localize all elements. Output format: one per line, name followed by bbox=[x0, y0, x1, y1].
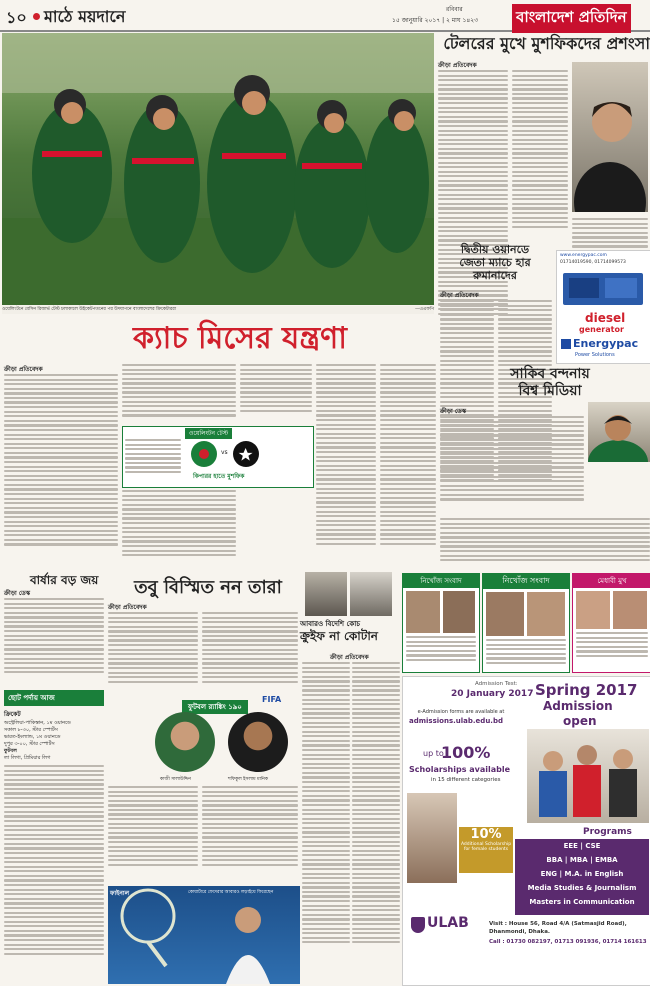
energypac-ad bbox=[556, 250, 650, 364]
surprise-byline: ক্রীড়া প্রতিবেদক bbox=[108, 604, 147, 611]
surprise-headline: তবু বিস্মিত নন তারা bbox=[134, 577, 282, 598]
test-box bbox=[122, 426, 314, 488]
salauddin-photo bbox=[155, 712, 215, 772]
ulab-name: ULAB bbox=[427, 915, 469, 931]
paper-name: বাংলাদেশ প্রতিদিন bbox=[512, 4, 631, 33]
tv-item: লা লিগা, প্রিমিয়ার লিগ bbox=[4, 755, 51, 761]
missing-ad-2 bbox=[482, 573, 570, 673]
ulab-season: Spring 2017 bbox=[535, 681, 638, 699]
shakib-column-2 bbox=[440, 518, 650, 570]
ulab-ad bbox=[402, 676, 650, 986]
surprise-column-3 bbox=[108, 786, 198, 882]
ulab-program-item: Media Studies & Journalism bbox=[527, 884, 637, 892]
page-number: ১০ bbox=[6, 8, 27, 27]
ulab-address-2: Dhanmondi, Dhaka. bbox=[489, 929, 551, 935]
shakib-byline: ক্রীড়া ডেস্ক bbox=[440, 408, 467, 415]
ulab-female-percent: 10% bbox=[470, 827, 502, 842]
feature-column-2 bbox=[122, 364, 236, 424]
lead-photo bbox=[2, 33, 434, 305]
ad-website: www.energypac.com bbox=[560, 253, 607, 258]
ad-phone: 01714019590, 01714099573 bbox=[560, 260, 626, 265]
ulab-program-item: EEE | CSE bbox=[563, 842, 601, 850]
taylor-photo bbox=[572, 62, 648, 212]
feature-column-5 bbox=[316, 364, 376, 569]
tennis-label: ফাইনাল bbox=[110, 890, 130, 897]
rumana-byline: ক্রীড়া প্রতিবেদক bbox=[440, 292, 479, 299]
tv-item: সকাল ৮-৩০, স্টার স্পোর্টস bbox=[4, 727, 58, 733]
generator-illustration bbox=[561, 269, 647, 309]
tv-box-title: ছোট পর্দায় আজ bbox=[4, 690, 104, 706]
tv-item: ভারত-ইংল্যান্ড, ১ম ওয়ানডে bbox=[4, 734, 61, 740]
feature-byline: ক্রীড়া প্রতিবেদক bbox=[4, 366, 43, 373]
coach-headline: ক্রুইফ না কোটান bbox=[300, 629, 378, 643]
ulab-admission-2: open bbox=[563, 714, 597, 728]
test-box-text bbox=[125, 439, 181, 485]
surprise-column-2 bbox=[202, 612, 298, 697]
tv-box bbox=[4, 690, 104, 984]
tv-item: অস্ট্রেলিয়া-পাকিস্তান, ১ম ওয়ানডে bbox=[4, 720, 71, 726]
missing-person-photo bbox=[406, 591, 440, 633]
section-title: মাঠে ময়দানে bbox=[44, 7, 126, 26]
day: রবিবার bbox=[446, 6, 463, 13]
feature-column-6 bbox=[380, 364, 436, 569]
feature-column-3 bbox=[122, 490, 236, 568]
surprise-column-4 bbox=[202, 786, 298, 882]
fifa-logo-icon: FIFA bbox=[262, 695, 282, 704]
ulab-program-item: ENG | M.A. in English bbox=[540, 870, 624, 878]
coach-column-2 bbox=[352, 662, 400, 982]
missing-person-photo bbox=[527, 592, 565, 636]
lead-headline: টেলরের মুখে মুশফিকদের প্রশংসা bbox=[443, 34, 650, 53]
ulab-female-line2: for female students bbox=[463, 847, 509, 852]
ulab-program-item: Masters in Communication bbox=[529, 898, 635, 906]
tv-item: ফুটবল bbox=[4, 748, 17, 754]
caption-text: ওয়েলিংটনে বেসিন রিজার্ভ টেস্ট চলাকালে উইকেটপতনের পর উদযাপনে বাংলাদেশের ক্রিকেটাররা bbox=[2, 307, 176, 312]
coach-photo-2 bbox=[350, 572, 392, 616]
ulab-call: Call : 01730 082197, 01713 091936, 01714 161613 bbox=[489, 939, 647, 945]
ulab-scholar-line: Scholarships available bbox=[409, 765, 511, 774]
ulab-logo-icon bbox=[411, 917, 425, 933]
ad-company: Energypac bbox=[573, 337, 639, 350]
manik-photo bbox=[228, 712, 288, 772]
ulab-admission-1: Admission bbox=[543, 699, 613, 713]
caption-salauddin: কাজী সালাউদ্দিন bbox=[160, 777, 191, 782]
barsa-column bbox=[4, 598, 104, 688]
tv-list-lines bbox=[4, 765, 104, 975]
coach-byline: ক্রীড়া প্রতিবেদক bbox=[330, 654, 369, 661]
surprise-column-1 bbox=[108, 612, 198, 697]
masthead bbox=[0, 0, 650, 32]
lead-byline: ক্রীড়া প্রতিবেদক bbox=[438, 62, 477, 69]
missing-ad-1 bbox=[402, 573, 480, 673]
ranking-label: ফুটবল র‍্যাঙ্কিং ১৯০ bbox=[182, 700, 248, 714]
test-box-label: ওয়েলিংটন টেস্ট bbox=[185, 428, 232, 439]
feature-headline: ক্যাচ মিসের যন্ত্রণা bbox=[132, 321, 348, 356]
lead-column-2 bbox=[512, 70, 568, 250]
shakib-photo bbox=[588, 402, 650, 462]
ulab-programs-box bbox=[515, 839, 649, 915]
bride-ad bbox=[572, 573, 650, 673]
vs-text: vs bbox=[221, 449, 228, 456]
coach-column-1 bbox=[302, 662, 350, 982]
coach-photo-1 bbox=[305, 572, 347, 616]
missing-ad-title: নিখোঁজ সংবাদ bbox=[403, 574, 479, 588]
ulab-percent: 100% bbox=[441, 743, 491, 762]
bangladesh-flag-icon bbox=[191, 441, 217, 467]
ad-brand-line1: diesel bbox=[585, 311, 626, 325]
ad-brand-line2: generator bbox=[579, 325, 624, 334]
missing-person-photo bbox=[443, 591, 475, 633]
shakib-headline: সাকিব বন্দনায় বিশ্ব মিডিয়া bbox=[510, 366, 590, 399]
tv-item: দুপুর ৩-০০, স্টার স্পোর্টস bbox=[4, 741, 55, 747]
ulab-programs-title: Programs bbox=[583, 827, 632, 837]
lead-photo-caption bbox=[2, 306, 434, 314]
energypac-logo-icon bbox=[561, 339, 571, 349]
ulab-deadline-label: Admission Test: bbox=[475, 681, 518, 687]
bullet-dot bbox=[33, 13, 40, 20]
caption-manik: শফিকুল ইসলাম মানিক bbox=[228, 777, 268, 782]
ulab-eforms: e-Admission forms are available at bbox=[417, 709, 505, 715]
ulab-program-item: BBA | MBA | EMBA bbox=[546, 856, 618, 864]
ulab-upto: up to bbox=[423, 749, 444, 758]
bride-ad-title: মেধাবী মুখ bbox=[573, 574, 650, 588]
feature-column-1 bbox=[4, 374, 118, 569]
rumana-headline: দ্বিতীয় ওয়ানডে জেতা ম্যাচে হার রুমানাদের bbox=[459, 243, 531, 282]
tennis-caption: কোয়ার্টারে ফেদেরার আবারও লড়াইয়ে ফিরেছেন bbox=[188, 890, 274, 895]
ulab-female-box bbox=[459, 827, 513, 873]
date-line: ১৫ জানুয়ারি ২০১৭ | ২ মাঘ ১৪২৩ bbox=[392, 17, 479, 24]
shakib-column-1 bbox=[440, 416, 584, 516]
students-photo bbox=[527, 729, 649, 823]
coach-kicker: আবারও বিদেশি কোচ bbox=[300, 620, 361, 628]
ulab-deadline-date: 20 January 2017 bbox=[451, 689, 534, 699]
barsa-byline: ক্রীড়া ডেস্ক bbox=[4, 590, 31, 597]
photo-credit: —এএফপি bbox=[415, 307, 434, 312]
ulab-address-1: Visit : House 56, Road 4/A (Satmasjid Road), bbox=[489, 921, 627, 927]
tv-box-section: ক্রিকেট bbox=[4, 711, 21, 718]
ad-tagline: Power Solutions bbox=[575, 352, 615, 358]
bride-photo bbox=[576, 591, 610, 629]
barsa-headline: বার্ষার বড় জয় bbox=[30, 573, 99, 587]
feature-column-4 bbox=[240, 364, 312, 424]
ulab-site: admissions.ulab.edu.bd bbox=[409, 717, 503, 725]
bride-photo bbox=[613, 591, 647, 629]
tennis-photo bbox=[108, 886, 300, 984]
ulab-female-line1: Additional Scholarship bbox=[460, 842, 512, 847]
ulab-student-photo bbox=[407, 793, 457, 883]
missing-ad-title: নিখোঁজ সংবাদ bbox=[483, 574, 569, 589]
ulab-categories: in 15 different categories bbox=[431, 777, 501, 783]
cricketers-celebration-illustration bbox=[2, 33, 434, 305]
test-box-caption: কিপারর হাতে মুশফিক bbox=[193, 473, 245, 480]
missing-person-photo bbox=[486, 592, 524, 636]
new-zealand-flag-icon bbox=[233, 441, 259, 467]
